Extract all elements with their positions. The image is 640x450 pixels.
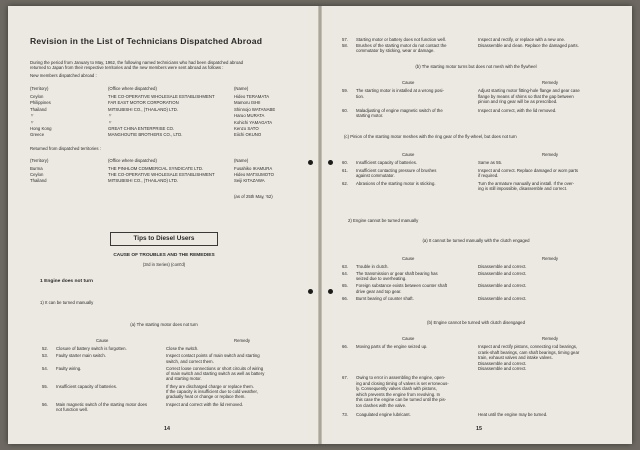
cause-header: Cause <box>96 338 109 343</box>
item-remedy: Inspect and rectify, or replace with a new one. <box>478 37 566 42</box>
item-cause: Insufficient capacity of batteries. <box>356 160 418 165</box>
as-of-date: (as of 25th May, '62) <box>234 194 273 199</box>
item-remedy: Disassemble and correct. <box>478 270 527 276</box>
row-name: Kenzo SATO <box>234 126 259 131</box>
item-number: 56. <box>42 401 48 407</box>
row-office: THE CO-OPERATIVE WHOLESALE ESTABLISHMENT <box>108 94 215 99</box>
item-cause: starting motor. <box>356 113 384 119</box>
item-number: 54. <box>42 366 48 371</box>
item-remedy: ing is still impossible, disassemble and correct. <box>478 186 568 192</box>
row-territory: Ceylon <box>30 94 44 99</box>
item-remedy: If the capacity is insufficient due to cold weather, <box>166 389 258 394</box>
punch-hole <box>308 160 313 165</box>
cause-header: Cause <box>402 80 415 85</box>
item-number: 60. <box>342 160 348 165</box>
cause-header: Cause <box>402 256 415 261</box>
booklet-spread <box>8 6 632 444</box>
item-cause: Faulty starter main switch. <box>56 353 106 359</box>
row-name: Shinnojo WATANABE <box>234 106 276 112</box>
tips-title-box: Tips to Diesel Users <box>110 232 218 246</box>
item-cause: Owing to error in assembling the engine, open- <box>356 375 446 380</box>
item-cause: against commutator. <box>356 173 395 179</box>
row-territory: Ceylon <box>30 172 44 178</box>
item-remedy: if required. <box>478 173 499 179</box>
row-office: MITSUBISHI CO., (THAILAND) LTD. <box>108 106 179 112</box>
right-page <box>320 6 632 444</box>
item-remedy: train, exhaust valves and intake valves. <box>478 355 553 361</box>
row-territory: 〃 <box>30 113 35 119</box>
item-number: 66. <box>342 344 348 349</box>
item-remedy: Correct loose connections or short circuits of wiring <box>166 366 264 371</box>
returned-label: Returned from dispatched territories : <box>30 146 101 151</box>
row-office: MANGHOUTIE BROTHERS CO., LTD. <box>108 132 183 138</box>
item-cause: Coagulated engine lubricant. <box>356 411 411 417</box>
item-cause: Foreign substance exists between counter shaft <box>356 283 448 289</box>
item-number: 52. <box>42 346 48 351</box>
intro-line-2: returned to Japan from their respective territories and the new members were sent abroad as follows : <box>30 65 224 70</box>
remedy-header: Remedy <box>542 80 559 85</box>
item-number: 67. <box>342 375 348 380</box>
item-remedy: Disassemble and correct. <box>478 283 527 289</box>
heading-turned-manually: 1) It can be turned manually <box>40 300 94 305</box>
item-number: 57. <box>342 37 348 42</box>
cause-title: CAUSE OF TROUBLES AND THE REMEDIES <box>113 253 215 258</box>
col-territory: (Territory) <box>30 86 49 91</box>
item-cause: Insufficient capacity of batteries. <box>56 383 118 389</box>
item-remedy: Adjust starting motor fitting-hole flange and gear case <box>478 88 580 93</box>
item-cause: Insufficient contacting pressure of brushes <box>356 167 437 173</box>
item-remedy: Disassemble and correct. <box>478 264 527 269</box>
item-cause: commutator by sticking, wear or damage. <box>356 48 435 54</box>
col-name-2: (Name) <box>234 158 249 163</box>
row-name: Hideo TERAMATA <box>234 94 270 99</box>
cause-header: Cause <box>402 152 415 157</box>
item-remedy: crank-shaft bearings, cam shaft bearings, timing gear <box>478 349 580 355</box>
item-cause: which prevents the engine from revolving. In <box>356 391 441 397</box>
item-number: 59. <box>342 88 348 93</box>
row-name: Seiji KITAZAWA <box>234 178 265 184</box>
punch-hole <box>308 289 313 294</box>
item-remedy: Disassemble and correct. <box>478 295 527 301</box>
item-remedy: pinion and ring gear will be as prescribed. <box>478 99 558 105</box>
row-territory: Thailand <box>30 106 47 112</box>
item-number: 53. <box>42 353 48 359</box>
item-remedy: switch, and correct them. <box>166 358 214 364</box>
item-cause: Starting motor or battery does not function well. <box>356 37 447 42</box>
row-name: Eiichi OKUNO <box>234 132 262 138</box>
item-number: 73. <box>342 411 348 417</box>
heading-starting-motor-does-not-turn: (a) The starting motor does not turn <box>130 322 198 327</box>
heading-b-flywheel: (b) The starting motor turns but does not mesh with the flywheel <box>415 64 537 69</box>
row-territory: Greece <box>30 132 45 138</box>
item-cause: this case the engine can be turned until the pis- <box>356 397 447 403</box>
new-members-label: New members dispatched abroad : <box>30 73 97 78</box>
item-number: 64. <box>342 270 348 276</box>
heading-engine-does-not-turn: 1 Engine does not turn <box>40 279 93 284</box>
item-cause: Main magnetic switch of the starting motor does <box>56 401 147 407</box>
row-name: Kohichi YAMAGATA <box>234 119 273 125</box>
item-number: 61. <box>342 167 348 173</box>
item-remedy: Inspect and correct with the lid removed. <box>166 401 244 407</box>
row-office: FAR EAST MOTOR CORPORATION <box>108 100 179 106</box>
item-cause: Moving parts of the engine seized up. <box>356 344 428 349</box>
page-title: Revision in the List of Technicians Dispatched Abroad <box>30 36 263 46</box>
item-remedy: Inspect and correct, with the lid removed. <box>478 107 557 113</box>
item-cause: Trouble in clutch. <box>356 264 389 269</box>
item-remedy: Heat until the engine may be turned. <box>478 411 548 417</box>
row-territory: Philippines <box>30 100 51 106</box>
item-number: 60. <box>342 107 348 113</box>
item-cause: Closure of battery switch is forgotten. <box>56 346 127 351</box>
item-number: 66. <box>342 295 348 301</box>
item-cause: ing and closing timing of valves is set erroneous- <box>356 380 449 386</box>
item-remedy: flange by means of shims so that the gap between <box>478 93 574 99</box>
row-name: Mamoru ISHII <box>234 100 261 106</box>
item-remedy: Inspect contact points of main switch and starting <box>166 353 260 359</box>
item-cause: Abrasions of the starting motor is sticking. <box>356 180 436 186</box>
remedy-header: Remedy <box>542 256 559 261</box>
item-number: 62. <box>342 180 348 186</box>
intro-line-1: During the period from January to May, 1962, the following named technicians who had been dispatched abroad <box>30 60 243 65</box>
item-remedy: Turn the armature manually and install. If the over- <box>478 180 575 186</box>
item-remedy: Inspect and correct. Replace damaged or worn parts <box>478 167 579 173</box>
left-page <box>8 6 320 444</box>
heading-cannot-turn-manually: 2) Engine cannot be turned manually <box>348 218 419 223</box>
item-cause: Burnt bearing of counter shaft. <box>356 295 414 301</box>
cause-header: Cause <box>402 336 415 341</box>
heading-a2-clutch-engaged: (a) It cannot be turned manually with the clutch engaged <box>422 238 530 243</box>
row-office: MITSUBISHI CO., (THAILAND) LTD. <box>108 178 179 184</box>
item-cause: not function well. <box>56 406 89 412</box>
item-cause: ly. Consequently valves clash with pistons, <box>356 386 437 392</box>
item-remedy: and starting motor. <box>166 376 202 382</box>
item-cause: The starting motor is installed at a wrong posi- <box>356 88 444 93</box>
item-cause: ton clashes with the valve. <box>356 403 407 408</box>
item-cause: seized due to overheating. <box>356 276 407 282</box>
item-remedy: Disassemble and correct. <box>478 366 527 372</box>
remedy-header: Remedy <box>542 152 559 157</box>
item-cause: drive gear and top gear. <box>356 288 402 294</box>
item-remedy: If they are discharged charge or replace them. <box>166 383 254 389</box>
col-territory-2: (Territory) <box>30 158 49 163</box>
heading-c-pinion: (c) Pinion of the starting motor meshes with the ring gear of the fly-wheel, but does not turn <box>344 134 517 139</box>
row-office: 〃 <box>108 113 113 119</box>
row-territory: 〃 <box>30 119 35 125</box>
row-office: THE PINHLOM COMMERCIAL SYNDICATE LTD. <box>108 166 204 171</box>
row-office: THE CO-OPERATIVE WHOLESALE ESTABLISHMENT <box>108 172 215 178</box>
row-territory: Thailand <box>30 178 47 184</box>
item-number: 63. <box>342 264 348 269</box>
row-territory: Burma <box>30 166 43 171</box>
item-remedy: of main switch and starting switch as well as battery <box>166 371 265 377</box>
item-remedy: Disassemble and clean. Replace the damaged parts. <box>478 43 579 49</box>
series-label: (3rd in Series) (cont'd) <box>142 262 186 267</box>
row-name: Hideo MATSUMOTO <box>234 172 274 178</box>
row-name: Haruo MURATA <box>234 113 265 119</box>
item-remedy: Same as 55. <box>478 160 503 165</box>
item-number: 58. <box>342 43 348 49</box>
item-remedy: gradually heat or change or replace them. <box>166 394 246 400</box>
item-number: 65. <box>342 283 348 289</box>
row-territory: Hong Kong <box>30 126 52 131</box>
row-name: Fusahiko IKAMURA <box>234 166 273 171</box>
item-remedy: Disassemble and correct. <box>478 360 527 366</box>
item-remedy: Close the switch. <box>166 346 199 351</box>
item-remedy: Inspect and rectify pistons, connecting rod bearings, <box>478 344 578 349</box>
row-office: 〃 <box>108 119 113 125</box>
col-name: (Name) <box>234 86 249 91</box>
remedy-header: Remedy <box>234 338 251 343</box>
item-cause: Maladjusting of engine magnetic switch of the <box>356 107 443 113</box>
row-office: GREAT CHINA ENTERPRISE CO. <box>108 126 175 131</box>
page-number-left: 14 <box>164 426 170 432</box>
item-cause: tion. <box>356 93 365 99</box>
item-cause: The transmission or gear shaft bearing has <box>356 270 438 276</box>
col-office: (Office where dispatched) <box>108 86 157 91</box>
col-office-2: (Office where dispatched) <box>108 158 157 163</box>
item-number: 55. <box>42 383 48 389</box>
heading-b2-clutch-disengaged: (b) Engine cannot be turned with clutch disengaged <box>427 320 525 325</box>
item-cause: Faulty wiring. <box>56 366 82 371</box>
remedy-header: Remedy <box>542 336 559 341</box>
item-cause: Brushes of the starting motor do not contact the <box>356 43 447 49</box>
page-number-right: 15 <box>476 426 482 432</box>
